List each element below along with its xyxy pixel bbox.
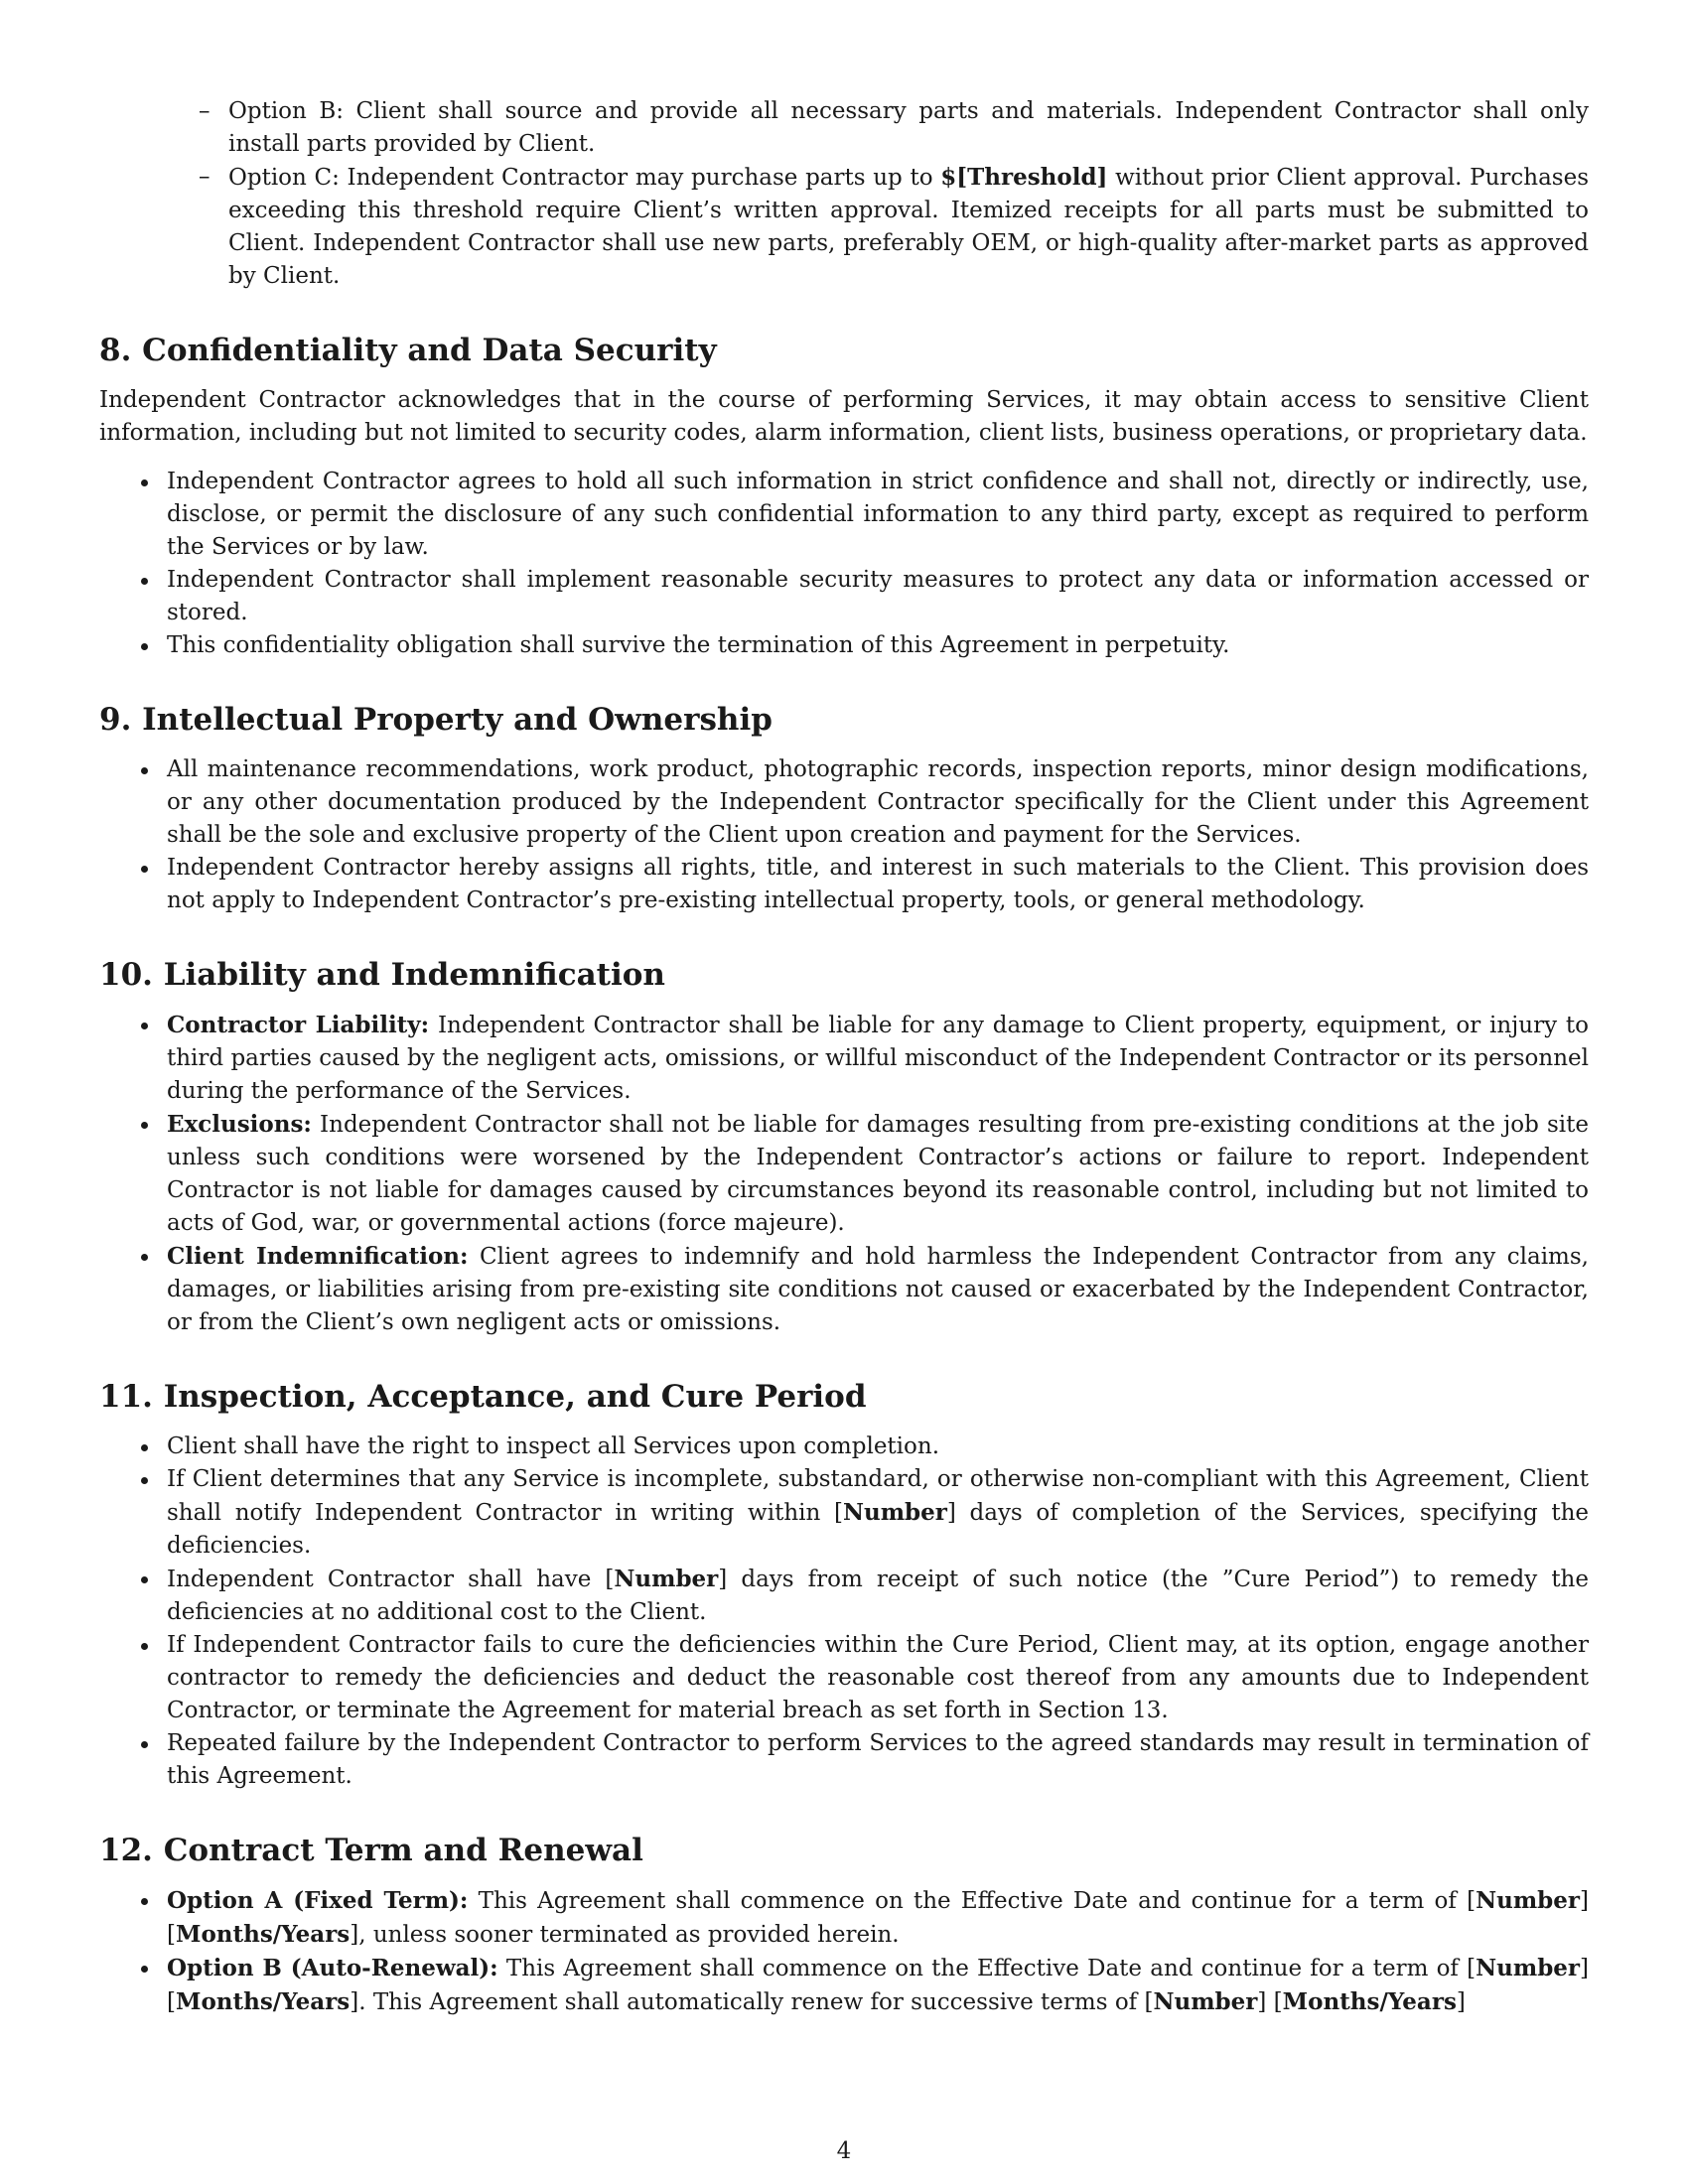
- section-12-list: [99, 1884, 1589, 2019]
- section-heading-11: 11. Inspection, Acceptance, and Cure Period: [99, 1379, 867, 1415]
- section-heading-12: 12. Contract Term and Renewal: [99, 1833, 643, 1868]
- list-item: – Option B: Client shall source and provide all necessary parts and materials. Independent Contractor shall only install parts provided by Client.: [228, 95, 1589, 161]
- list-item: Client Indemnification: Client agrees to indemnify and hold harmless the Independent Contractor from any claims, damages, or liabilities arising from pre-existing site conditions not caused or exacerbated by the Independent Contractor, or from the Client’s own negligent acts or omissions.: [167, 1240, 1589, 1339]
- list-item: Client shall have the right to inspect all Services upon completion.: [167, 1431, 1589, 1463]
- section-9-list: [99, 753, 1589, 917]
- list-item: Option A (Fixed Term): This Agreement shall commence on the Effective Date and continue for a term of [Number] [Months/Years], unless sooner terminated as provided herein.: [167, 1884, 1589, 1952]
- list-item: If Independent Contractor fails to cure the deficiencies within the Cure Period, Client may, at its option, engage another contractor to remedy the deficiencies and deduct the reasonable cost thereof from any amounts due to Independent Contractor, or terminate the Agreement for material breach as set forth in Section 13.: [167, 1629, 1589, 1727]
- section-8-intro: Independent Contractor acknowledges that in the course of performing Services, it may obtain access to sensitive Client information, including but not limited to security codes, alarm information, client lists, business operations, or proprietary data.: [99, 387, 1589, 446]
- list-item: – Option C: Independent Contractor may purchase parts up to $[Threshold] without prior Client approval. Purchases exceeding this threshold require Client’s written approval. Itemized receipts for all parts must be submitted to Client. Independent Contractor shall use new parts, preferably OEM, or high-quality after-market parts as approved by Client.: [228, 161, 1589, 293]
- section-heading-10: 10. Liability and Indemnification: [99, 957, 665, 993]
- list-item: Exclusions: Independent Contractor shall not be liable for damages resulting from pre-existing conditions at the job site unless such conditions were worsened by the Independent Contractor’s actions or failure to report. Independent Contractor is not liable for damages caused by circumstances beyond its reasonable control, including but not limited to acts of God, war, or governmental actions (force majeure).: [167, 1108, 1589, 1240]
- list-item: Independent Contractor shall implement reasonable security measures to protect any data or information accessed or stored.: [167, 564, 1589, 629]
- section-8-list: [99, 466, 1589, 662]
- list-item: Independent Contractor shall have [Number] days from receipt of such notice (the ”Cure Period”) to remedy the deficiencies at no additional cost to the Client.: [167, 1563, 1589, 1629]
- list-item: Repeated failure by the Independent Contractor to perform Services to the agreed standards may result in termination of this Agreement.: [167, 1727, 1589, 1793]
- page-content: [99, 95, 1589, 2019]
- section-11-list: [99, 1431, 1589, 1793]
- list-item: Option B (Auto-Renewal): This Agreement shall commence on the Effective Date and continue for a term of [Number] [Months/Years]. This Agreement shall automatically renew for successive terms of [Number] [Months/Years]: [167, 1952, 1589, 2019]
- list-item: Independent Contractor agrees to hold all such information in strict confidence and shall not, directly or indirectly, use, disclose, or permit the disclosure of any such confidential information to any third party, except as required to perform the Services or by law.: [167, 466, 1589, 564]
- list-item: If Client determines that any Service is incomplete, substandard, or otherwise non-compliant with this Agreement, Client shall notify Independent Contractor in writing within [Number] days of completion of the Services, specifying the deficiencies.: [167, 1463, 1589, 1563]
- section-10-list: [99, 1009, 1589, 1339]
- list-item: All maintenance recommendations, work product, photographic records, inspection reports, minor design modifications, or any other documentation produced by the Independent Contractor specifically for the Client under this Agreement shall be the sole and exclusive property of the Client upon creation and payment for the Services.: [167, 753, 1589, 852]
- parts-options-list: [99, 95, 1589, 293]
- list-item: Independent Contractor hereby assigns all rights, title, and interest in such materials to the Client. This provision does not apply to Independent Contractor’s pre-existing intellectual property, tools, or general methodology.: [167, 852, 1589, 917]
- section-heading-8: 8. Confidentiality and Data Security: [99, 333, 717, 368]
- list-item: Contractor Liability: Independent Contractor shall be liable for any damage to Client property, equipment, or injury to third parties caused by the negligent acts, omissions, or willful misconduct of the Independent Contractor or its personnel during the performance of the Services.: [167, 1009, 1589, 1108]
- list-item: This confidentiality obligation shall survive the termination of this Agreement in perpetuity.: [167, 629, 1589, 662]
- section-heading-9: 9. Intellectual Property and Ownership: [99, 702, 773, 738]
- page-number: 4: [836, 2138, 852, 2164]
